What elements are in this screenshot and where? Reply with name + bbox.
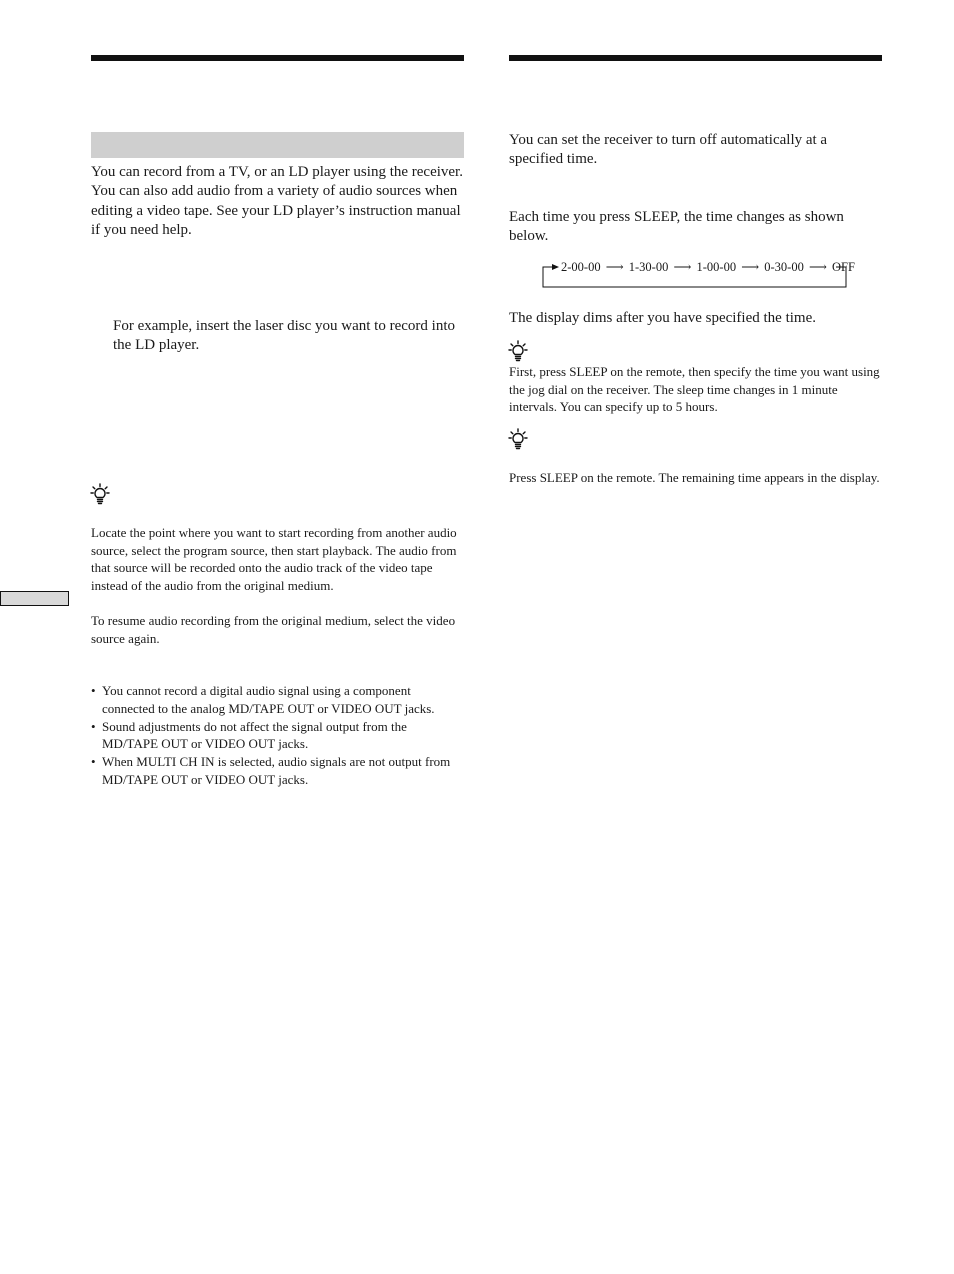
tip-text: Locate the point where you want to start recording from another audio source, select the program source, then start playback. The audio from that source will be recorded onto the audio track of the video tape instead of the audio from the original medium. xyxy=(91,525,457,593)
sequence-item: 1-00-00 xyxy=(696,260,737,274)
lightbulb-icon xyxy=(508,428,528,450)
right-arrow-icon: ⟶ xyxy=(673,260,692,274)
sleep-tip-2: Press SLEEP on the remote. The remaining time appears in the display. xyxy=(509,470,880,485)
note-item: • When MULTI CH IN is selected, audio signals are not output from MD/TAPE OUT or VIDEO OUT jacks. xyxy=(91,753,464,788)
sleep-press-text: Each time you press SLEEP, the time changes as shown below. xyxy=(509,209,844,245)
sequence-values xyxy=(561,259,855,275)
left-header-rule xyxy=(91,55,464,61)
note-item: • You cannot record a digital audio signal using a component connected to the analog MD/TAPE OUT or VIDEO OUT jacks. xyxy=(91,682,464,717)
right-arrow-icon: ⟶ xyxy=(808,260,827,274)
sequence-item: OFF xyxy=(832,260,855,274)
sleep-sequence-diagram xyxy=(542,256,855,288)
sleep-tip-1: First, press SLEEP on the remote, then specify the time you want using the jog dial on the receiver. The sleep time changes in 1 minute intervals. You can specify up to 5 hours. xyxy=(509,364,880,414)
note-item: • Sound adjustments do not affect the signal output from the MD/TAPE OUT or VIDEO OUT jacks. xyxy=(91,718,464,753)
section-heading-bar xyxy=(91,132,464,158)
display-dims-text: The display dims after you have specified the time. xyxy=(509,310,816,326)
sequence-item: 1-30-00 xyxy=(628,260,669,274)
sequence-item: 0-30-00 xyxy=(764,260,804,274)
side-tab xyxy=(0,591,69,606)
right-arrow-icon: ⟶ xyxy=(741,260,760,274)
right-header-rule xyxy=(509,55,882,61)
lightbulb-icon xyxy=(508,340,528,362)
sequence-item: 2-00-00 xyxy=(561,260,601,274)
sleep-intro: You can set the receiver to turn off automatically at a specified time. xyxy=(509,132,828,168)
right-arrow-icon: ⟶ xyxy=(605,260,624,274)
step-example-text: For example, insert the laser disc you want to record into the LD player. xyxy=(113,318,455,354)
tip-text-resume: To resume audio recording from the original medium, select the video source again. xyxy=(91,613,456,646)
lightbulb-icon xyxy=(90,483,110,505)
notes-list xyxy=(91,682,464,789)
recording-intro: You can record from a TV, or an LD player using the receiver. You can also add audio from a variety of audio sources when editing a video tape. See your LD player’s instruction manual if you need help. xyxy=(91,164,463,238)
